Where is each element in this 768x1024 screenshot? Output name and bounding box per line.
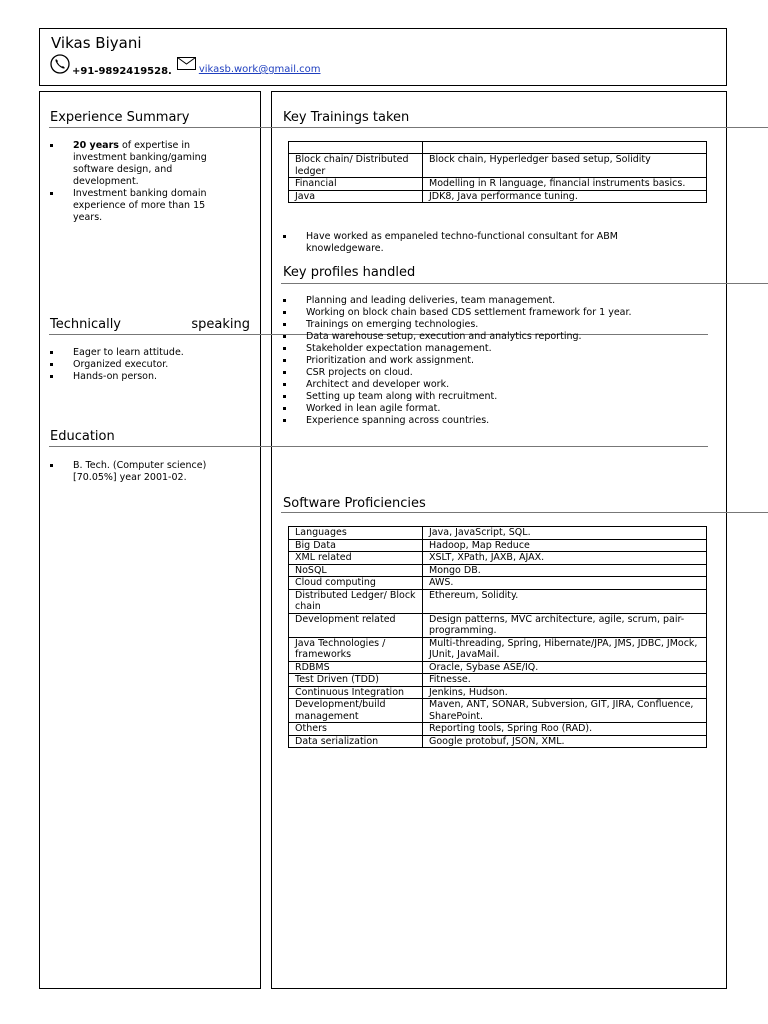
list-item: Investment banking domain experience of more than 15 years. — [50, 188, 230, 224]
table-row: Development/build management Maven, ANT, SONAR, Subversion, GIT, JIRA, Confluence, SharePoint. — [289, 699, 707, 723]
phone-number: +91-9892419528. — [72, 66, 172, 77]
list-item: Trainings on emerging technologies. — [283, 319, 707, 331]
table-row: Financial Modelling in R language, financial instruments basics. — [289, 178, 707, 191]
table-row: NoSQL Mongo DB. — [289, 564, 707, 577]
software-proficiencies-table — [288, 526, 707, 748]
technically-speaking-heading: Technically speaking — [50, 317, 250, 332]
trainings-note-list — [283, 231, 663, 255]
table-row: Block chain/ Distributed ledger Block chain, Hyperledger based setup, Solidity — [289, 154, 707, 178]
contact-line — [50, 55, 321, 77]
table-row: Big Data Hadoop, Map Reduce — [289, 539, 707, 552]
list-item: Experience spanning across countries. — [283, 415, 707, 427]
divider-education — [49, 446, 708, 447]
list-item: Architect and developer work. — [283, 379, 707, 391]
table-row: Languages Java, JavaScript, SQL. — [289, 527, 707, 540]
list-item: Setting up team along with recruitment. — [283, 391, 707, 403]
table-row: Development related Design patterns, MVC architecture, agile, scrum, pair-programming. — [289, 613, 707, 637]
table-row: RDBMS Oracle, Sybase ASE/IQ. — [289, 661, 707, 674]
list-item: Have worked as empaneled techno-functional consultant for ABM knowledgeware. — [283, 231, 663, 255]
list-item: Planning and leading deliveries, team management. — [283, 295, 707, 307]
list-item: Prioritization and work assignment. — [283, 355, 707, 367]
table-row: Cloud computing AWS. — [289, 577, 707, 590]
table-row — [289, 142, 707, 154]
key-profiles-list — [283, 295, 707, 427]
software-proficiencies-heading: Software Proficiencies — [283, 496, 426, 511]
list-item: Working on block chain based CDS settlement framework for 1 year. — [283, 307, 707, 319]
resume-header — [39, 28, 727, 86]
divider-experience — [49, 127, 768, 128]
experience-summary-list — [50, 140, 230, 224]
technically-speaking-list — [50, 347, 240, 383]
education-heading: Education — [50, 429, 115, 444]
key-trainings-table — [288, 141, 707, 203]
list-item: Stakeholder expectation management. — [283, 343, 707, 355]
table-row: XML related XSLT, XPath, JAXB, AJAX. — [289, 552, 707, 565]
list-item: Worked in lean agile format. — [283, 403, 707, 415]
divider-software — [281, 512, 768, 513]
phone-icon — [50, 54, 70, 77]
table-row: Java Technologies / frameworks Multi-threading, Spring, Hibernate/JPA, JMS, JDBC, JMock, JUnit, JavaMail. — [289, 637, 707, 661]
list-item: B. Tech. (Computer science) [70.05%] year 2001-02. — [50, 460, 230, 484]
education-list — [50, 460, 230, 484]
table-row: Others Reporting tools, Spring Roo (RAD). — [289, 723, 707, 736]
key-trainings-heading: Key Trainings taken — [283, 110, 410, 125]
table-row: Test Driven (TDD) Fitnesse. — [289, 674, 707, 687]
table-row: Java JDK8, Java performance tuning. — [289, 190, 707, 203]
list-item: Organized executor. — [50, 359, 240, 371]
email-link[interactable]: vikasb.work@gmail.com — [198, 64, 321, 75]
list-item: Hands-on person. — [50, 371, 240, 383]
list-item: CSR projects on cloud. — [283, 367, 707, 379]
list-item: Eager to learn attitude. — [50, 347, 240, 359]
table-row: Continuous Integration Jenkins, Hudson. — [289, 686, 707, 699]
list-item: 20 years of expertise in investment banking/gaming software design, and development. — [50, 140, 230, 188]
list-item: Data warehouse setup, execution and analytics reporting. — [283, 331, 707, 343]
key-profiles-heading: Key profiles handled — [283, 265, 416, 280]
candidate-name: Vikas Biyani — [51, 34, 142, 52]
experience-summary-heading: Experience Summary — [50, 110, 190, 125]
left-column — [39, 91, 261, 989]
email-icon — [177, 57, 196, 73]
table-row: Data serialization Google protobuf, JSON, XML. — [289, 735, 707, 748]
table-row: Distributed Ledger/ Block chain Ethereum, Solidity. — [289, 589, 707, 613]
divider-key-profiles — [281, 283, 768, 284]
